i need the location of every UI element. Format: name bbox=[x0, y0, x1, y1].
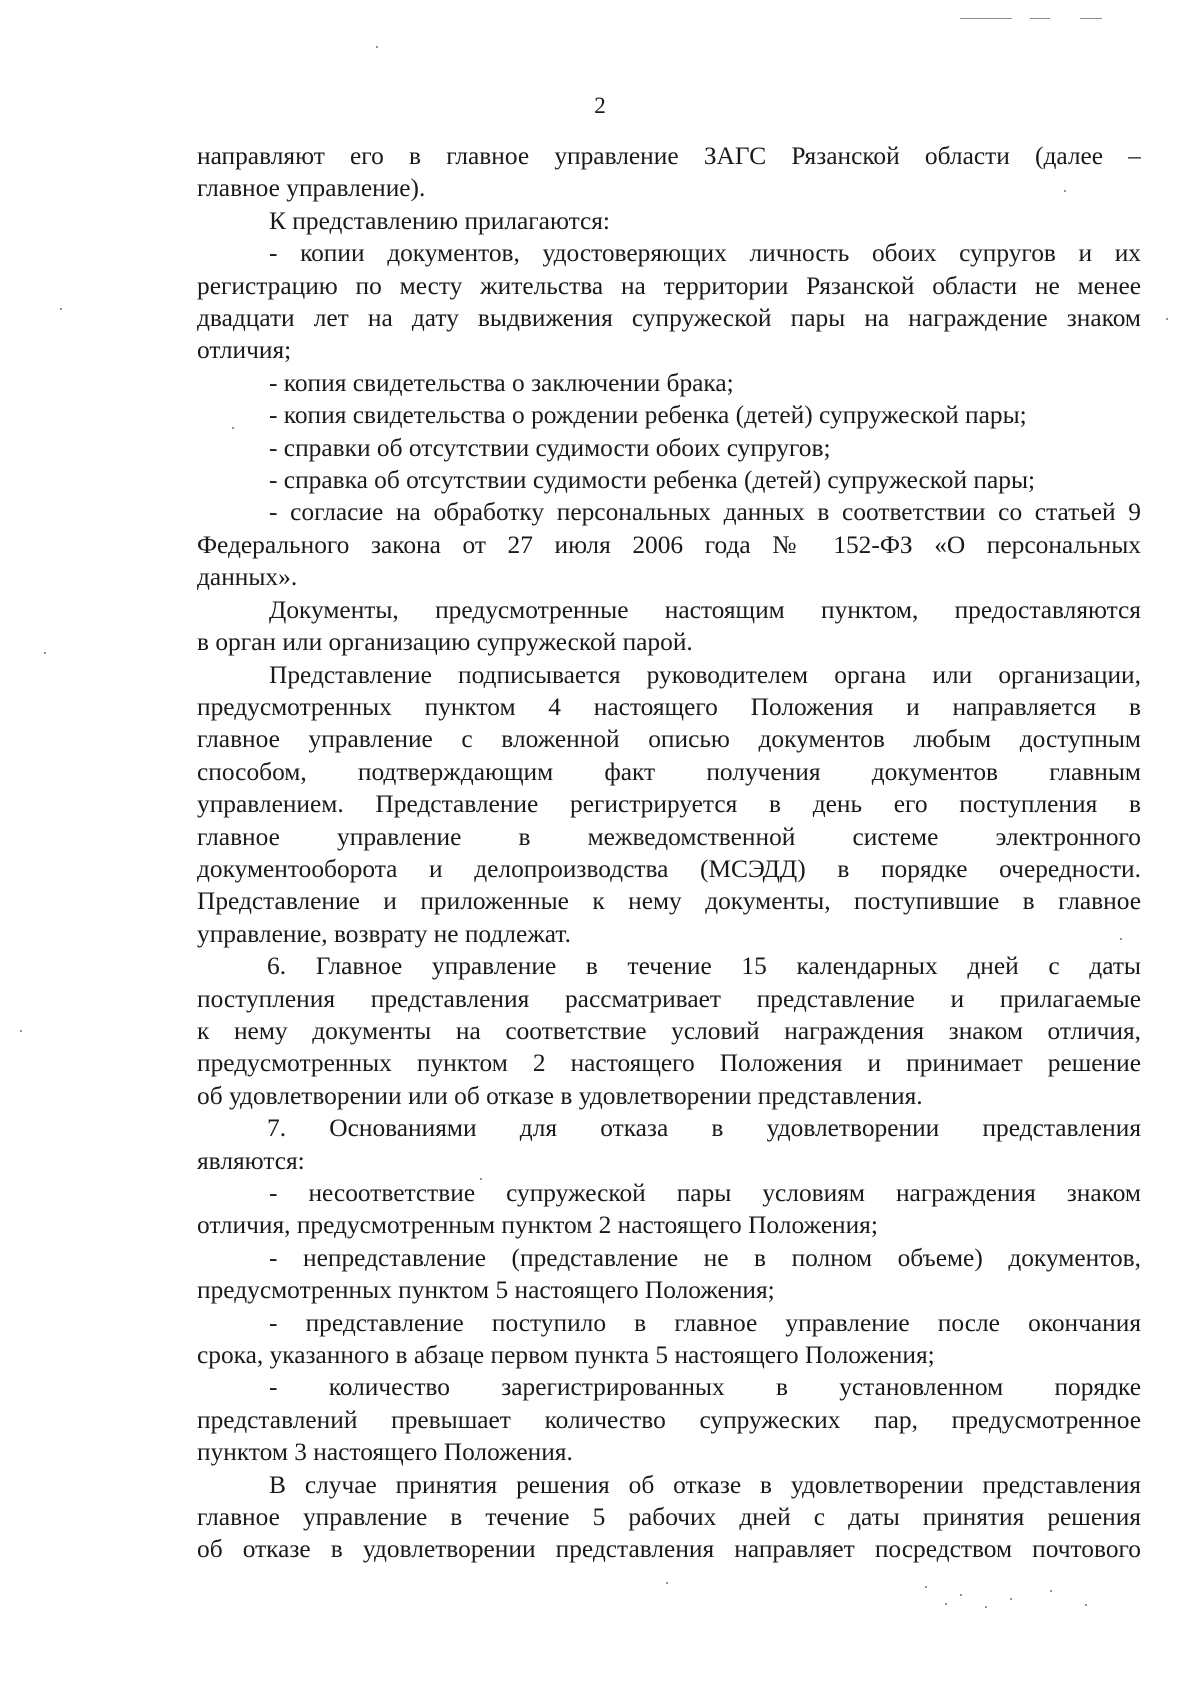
text-line: направляют его в главное управление ЗАГС Рязанской области (далее – bbox=[197, 142, 1141, 170]
list-item: - согласие на обработку персональных данных в соответствии со статьей 9 bbox=[269, 498, 1141, 527]
text-line: являются: bbox=[197, 1146, 305, 1175]
text-line: срока, указанного в абзаце первом пункта 5 настоящего Положения; bbox=[197, 1341, 935, 1370]
document-body bbox=[197, 140, 1141, 1566]
scan-speck bbox=[666, 1582, 668, 1584]
scan-speck bbox=[1050, 1590, 1052, 1592]
scan-speck bbox=[20, 1030, 22, 1032]
text-line: об удовлетворении или об отказе в удовлетворении представления. bbox=[197, 1081, 923, 1110]
scan-mark bbox=[960, 18, 1012, 19]
text-line: данных». bbox=[197, 563, 298, 592]
text-line: пунктом 3 настоящего Положения. bbox=[197, 1438, 573, 1467]
list-item: - копия свидетельства о заключении брака; bbox=[269, 368, 734, 397]
scan-speck bbox=[376, 46, 378, 48]
scan-mark bbox=[1030, 18, 1050, 19]
section-6-line: 6. Главное управление в течение 15 календарных дней с даты bbox=[267, 952, 1141, 981]
scan-speck bbox=[1166, 318, 1168, 320]
scan-speck bbox=[1010, 1598, 1012, 1600]
text-line: отличия, предусмотренным пунктом 2 настоящего Положения; bbox=[197, 1211, 878, 1240]
text-line: поступления представления рассматривает представление и прилагаемые bbox=[197, 984, 1141, 1013]
text-line: главное управление). bbox=[197, 174, 426, 203]
section-7-line: 7. Основаниями для отказа в удовлетворении представления bbox=[267, 1114, 1141, 1143]
text-line: способом, подтверждающим факт получения документов главным bbox=[197, 757, 1141, 786]
text-line: документооборота и делопроизводства (МСЭДД) в порядке очередности. bbox=[197, 854, 1141, 883]
list-item: - количество зарегистрированных в установленном порядке bbox=[269, 1373, 1141, 1402]
scan-mark bbox=[1080, 18, 1102, 19]
text-line: главное управление с вложенной описью документов любым доступным bbox=[197, 725, 1141, 754]
list-item: - справки об отсутствии судимости обоих супругов; bbox=[269, 433, 831, 462]
text-line: в орган или организацию супружеской парой. bbox=[197, 628, 693, 657]
text-line: Федерального закона от 27 июля 2006 года № 152-ФЗ «О персональных bbox=[197, 530, 1141, 559]
text-line: управлением. Представление регистрируется в день его поступления в bbox=[197, 790, 1141, 819]
text-line: предусмотренных пунктом 5 настоящего Положения; bbox=[197, 1276, 775, 1305]
list-item: - представление поступило в главное управление после окончания bbox=[269, 1308, 1141, 1337]
scan-speck bbox=[960, 1594, 962, 1596]
list-item: - несоответствие супружеской пары условиям награждения знаком bbox=[269, 1179, 1141, 1207]
text-line: предусмотренных пунктом 4 настоящего Положения и направляется в bbox=[197, 692, 1141, 721]
text-line: главное управление в межведомственной системе электронного bbox=[197, 822, 1141, 851]
text-line: отличия; bbox=[197, 336, 292, 365]
text-line: регистрацию по месту жительства на территории Рязанской области не менее bbox=[197, 271, 1141, 300]
scan-speck bbox=[1085, 1604, 1087, 1606]
text-line: Представление и приложенные к нему документы, поступившие в главное bbox=[197, 887, 1141, 916]
text-line: управление, возврату не подлежат. bbox=[197, 919, 571, 948]
scan-speck bbox=[985, 1606, 987, 1608]
text-line: Представление подписывается руководителем органа или организации, bbox=[269, 660, 1141, 689]
text-line: - копии документов, удостоверяющих личность обоих супругов и их bbox=[269, 239, 1141, 268]
text-line: представлений превышает количество супружеских пар, предусмотренное bbox=[197, 1405, 1141, 1434]
text-line: Документы, предусмотренные настоящим пунктом, предоставляются bbox=[269, 595, 1141, 624]
text-line: К представлению прилагаются: bbox=[269, 206, 610, 235]
text-line: двадцати лет на дату выдвижения супружеской пары на награждение знаком bbox=[197, 304, 1141, 333]
text-line: к нему документы на соответствие условий награждения знаком отличия, bbox=[197, 1016, 1141, 1045]
scan-speck bbox=[60, 308, 62, 310]
text-line: главное управление в течение 5 рабочих дней с даты принятия решения bbox=[197, 1503, 1141, 1532]
scan-speck bbox=[925, 1586, 927, 1588]
text-line: В случае принятия решения об отказе в удовлетворении представления bbox=[269, 1470, 1141, 1499]
page-number: 2 bbox=[594, 93, 606, 118]
scan-speck bbox=[945, 1603, 947, 1605]
list-item: - копия свидетельства о рождении ребенка (детей) супружеской пары; bbox=[269, 401, 1027, 430]
text-line: предусмотренных пунктом 2 настоящего Положения и принимает решение bbox=[197, 1049, 1141, 1078]
text-line: об отказе в удовлетворении представления направляет посредством почтового bbox=[197, 1535, 1141, 1564]
list-item: - справка об отсутствии судимости ребенка (детей) супружеской пары; bbox=[269, 466, 1036, 495]
scan-speck bbox=[44, 652, 46, 654]
list-item: - непредставление (представление не в полном объеме) документов, bbox=[269, 1243, 1141, 1272]
